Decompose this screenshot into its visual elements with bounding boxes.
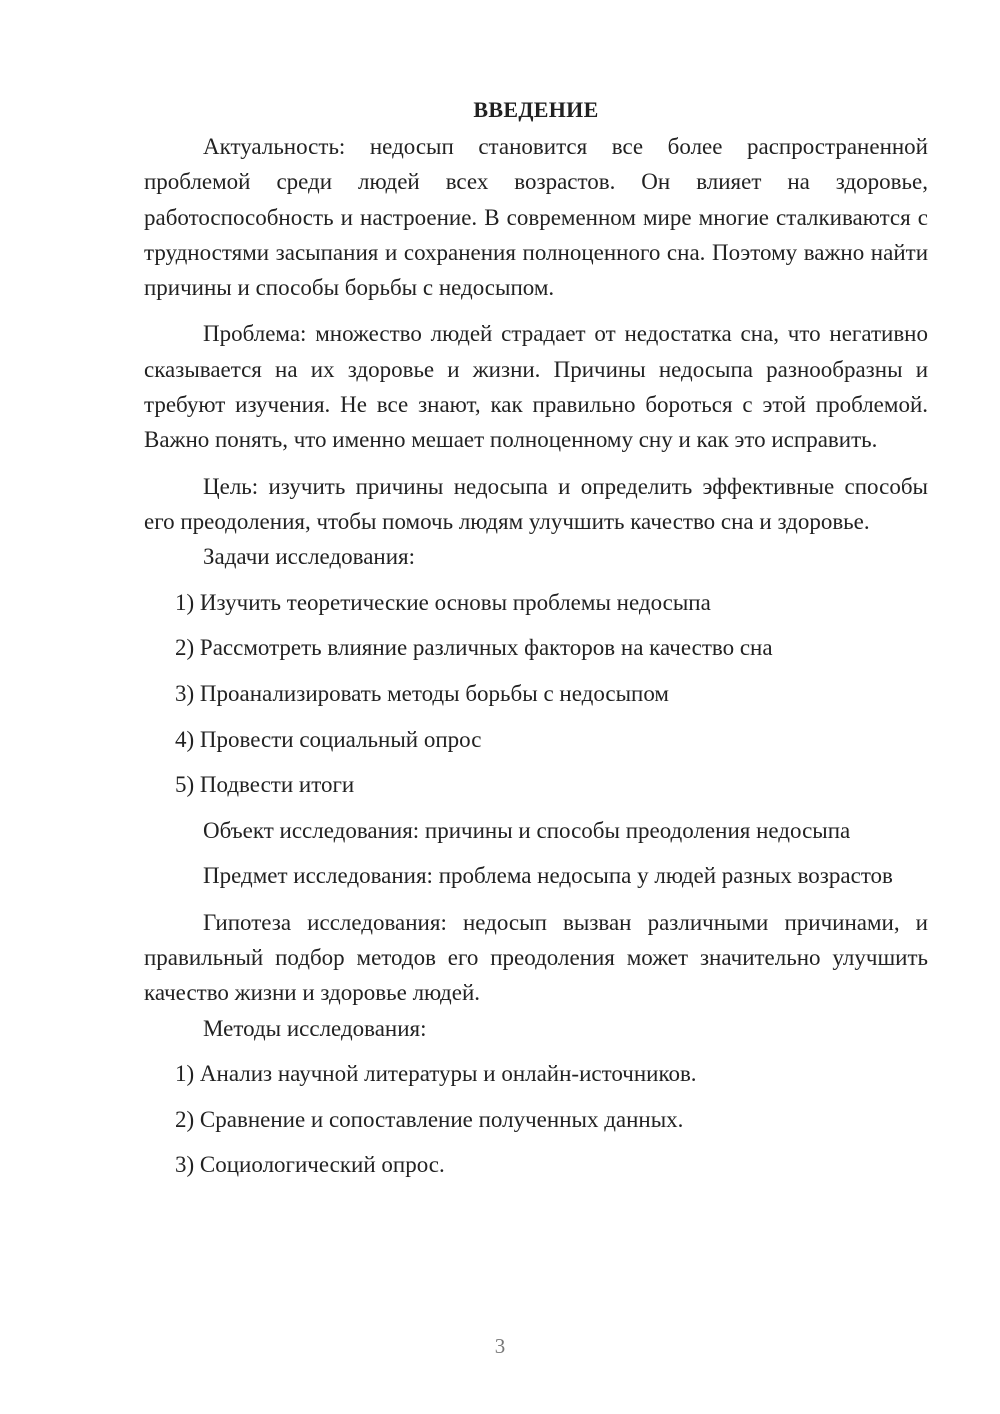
page-number: 3 [494, 1334, 506, 1358]
list-item: 3) Социологический опрос. [175, 1152, 445, 1178]
relevance-paragraph: Актуальность: недосып становится все более распространенной проблемой среди людей всех возрастов. Он влияет на здоровье, работоспособность и настроение. В современном мире многие сталкиваются с трудностями засыпания и сохранения полноценного сна. Поэтому важно найти причины и способы борьбы с недосыпом. [144, 134, 928, 301]
tasks-list [144, 585, 928, 803]
hypothesis-paragraph: Гипотеза исследования: недосып вызван различными причинами, и правильный подбор методов его преодоления может значительно улучшить качество жизни и здоровье людей. [144, 909, 928, 1006]
list-item: 3) Проанализировать методы борьбы с недосыпом [175, 681, 669, 707]
document-page [144, 92, 928, 1183]
methods-heading: Методы исследования: [203, 1015, 427, 1041]
list-item: 5) Подвести итоги [175, 772, 355, 798]
list-item: 1) Анализ научной литературы и онлайн-источников. [175, 1061, 697, 1087]
list-item: 2) Рассмотреть влияние различных факторов на качество сна [175, 635, 773, 661]
page-title: ВВЕДЕНИЕ [473, 97, 599, 122]
problem-paragraph: Проблема: множество людей страдает от недостатка сна, что негативно сказывается на их здоровье и жизни. Причины недосыпа разнообразны и требуют изучения. Не все знают, как правильно бороться с этой проблемой. Важно понять, что именно мешает полноценному сну и как это исправить. [144, 321, 928, 453]
list-item: 1) Изучить теоретические основы проблемы недосыпа [175, 589, 711, 615]
object-paragraph: Объект исследования: причины и способы преодоления недосыпа [203, 817, 851, 843]
subject-paragraph: Предмет исследования: проблема недосыпа у людей разных возрастов [203, 863, 893, 889]
tasks-heading: Задачи исследования: [203, 544, 416, 570]
list-item: 4) Провести социальный опрос [175, 726, 482, 752]
goal-paragraph: Цель: изучить причины недосыпа и определить эффективные способы его преодоления, чтобы помочь людям улучшить качество сна и здоровье. [144, 473, 928, 534]
list-item: 2) Сравнение и сопоставление полученных данных. [175, 1106, 684, 1132]
methods-list [144, 1056, 928, 1182]
